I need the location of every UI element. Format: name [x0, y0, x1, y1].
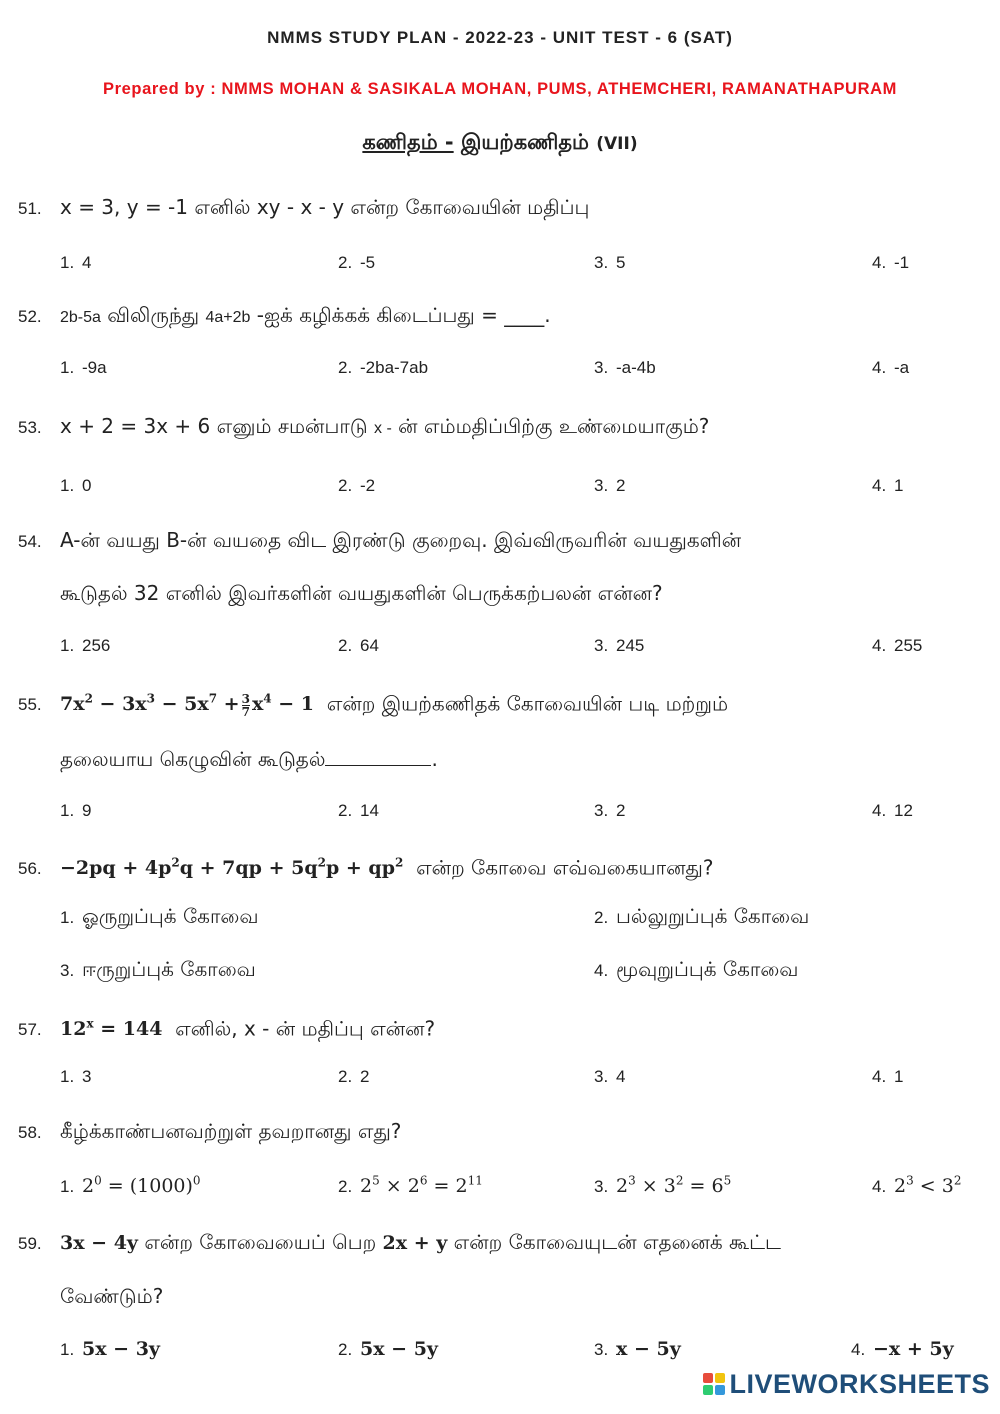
liveworksheets-icon — [703, 1373, 725, 1395]
question-number: 56. — [18, 859, 42, 879]
options-52 — [0, 358, 1000, 384]
prepared-by: Prepared by : NMMS MOHAN & SASIKALA MOHAN, PUMS, ATHEMCHERI, RAMANATHAPURAM — [103, 80, 897, 98]
question-number: 59. — [18, 1234, 42, 1253]
option-3[interactable]: 3. 2 — [594, 476, 626, 495]
option-4[interactable]: 4. 1 — [872, 476, 904, 495]
option-4[interactable]: 4. $2^3 < 3^2$ — [872, 1174, 962, 1198]
option-2[interactable]: 2. 5x − 5y — [338, 1338, 438, 1360]
option-1[interactable]: 1. -9a — [60, 358, 107, 377]
section-heading — [0, 130, 1000, 157]
option-2[interactable]: 2. -2 — [338, 476, 376, 495]
question-52: 52. 2b-5a விலிருந்து 4a+2b -ஐக் கழிக்கக் கிடைப்பது = ____. — [18, 302, 980, 331]
question-53: 53. x + 2 = 3x + 6 எனும் சமன்பாடு x - ன் எம்மதிப்பிற்கு உண்மையாகும்? — [18, 413, 980, 442]
option-3[interactable]: 3. 245 — [594, 636, 645, 655]
options-58 — [0, 1174, 1000, 1200]
option-2[interactable]: 2. $2^5 \times 2^6 = 2^{11}$ — [338, 1174, 483, 1198]
question-55: 55. $7x^2 - 3x^3 - 5x^7$ + $\frac{3}{7}$ $x^4 - 1$ என்ற இயற்கணிதக் கோவையின் படி மற்றும் — [18, 691, 729, 719]
topic-label: இயற்கணிதம் — [460, 130, 589, 154]
option-4[interactable]: 4. −x + 5y — [851, 1338, 954, 1360]
question-56: 56. $-2pq + 4p^2q + 7qp + 5q^2p + qp^2$ என்ற கோவை எவ்வகையானது? — [18, 850, 980, 882]
option-4[interactable]: 4. 1 — [872, 1067, 904, 1086]
question-number: 54. — [18, 532, 42, 551]
liveworksheets-logo: LIVEWORKSHEETS — [703, 1366, 990, 1402]
option-1[interactable]: 1. 5x − 3y — [60, 1338, 160, 1360]
question-58: 58. கீழ்க்காண்பனவற்றுள் தவறானது எது? — [18, 1118, 980, 1146]
expression: $7x^2 - 3x^3 - 5x^7$ + $\frac{3}{7}$ $x^4 - 1$ — [60, 691, 315, 719]
option-2[interactable]: 2. -5 — [338, 253, 376, 272]
question-59-continued: வேண்டும்? — [60, 1284, 164, 1308]
expression: $12^x = 144$ — [60, 1017, 163, 1041]
option-2[interactable]: 2. 2 — [338, 1067, 370, 1086]
options-56-row2 — [0, 957, 1000, 983]
option-3[interactable]: 3. 5 — [594, 253, 626, 272]
option-3[interactable]: 3. -a-4b — [594, 358, 656, 377]
option-1[interactable]: 1. 0 — [60, 476, 92, 495]
option-3[interactable]: 3. 2 — [594, 801, 626, 820]
option-4[interactable]: 4. 12 — [872, 801, 913, 820]
option-1[interactable]: 1. 3 — [60, 1067, 92, 1086]
expression-a: 3x − 4y — [60, 1232, 138, 1254]
option-4[interactable]: 4. மூவுறுப்புக் கோவை — [594, 957, 799, 981]
option-2[interactable]: 2. 64 — [338, 636, 379, 655]
option-4[interactable]: 4. -a — [872, 358, 910, 377]
option-2[interactable]: 2. 14 — [338, 801, 379, 820]
document-title: NMMS STUDY PLAN - 2022-23 - UNIT TEST - 6 (SAT) — [267, 28, 733, 47]
options-54 — [0, 636, 1000, 662]
question-57: 57. $12^x = 144$ எனில், x - ன் மதிப்பு என்ன? — [18, 1011, 980, 1043]
question-59: 59. 3x − 4y என்ற கோவையைப் பெற 2x + y என்ற கோவையுடன் எதனைக் கூட்ட — [18, 1229, 980, 1257]
option-1[interactable]: 1. $2^0 = (1000)^0$ — [60, 1174, 201, 1198]
expression-b: 2x + y — [382, 1232, 448, 1254]
question-number: 52. — [18, 307, 42, 326]
question-number: 55. — [18, 695, 42, 715]
option-1[interactable]: 1. 4 — [60, 253, 92, 272]
options-55 — [0, 801, 1000, 827]
options-53 — [0, 476, 1000, 502]
option-3[interactable]: 3. 4 — [594, 1067, 626, 1086]
question-number: 53. — [18, 418, 42, 437]
option-3[interactable]: 3. x − 5y — [594, 1338, 681, 1360]
options-59 — [0, 1338, 1000, 1364]
option-1[interactable]: 1. ஓருறுப்புக் கோவை — [60, 904, 259, 928]
question-text: x = 3, y = -1 எனில் xy - x - y என்ற கோவையின் மதிப்பு — [60, 195, 590, 219]
option-2[interactable]: 2. பல்லுறுப்புக் கோவை — [594, 904, 810, 928]
option-1[interactable]: 1. 9 — [60, 801, 92, 820]
expression: $-2pq + 4p^2q + 7qp + 5q^2p + qp^2$ — [60, 856, 404, 880]
options-51 — [0, 253, 1000, 279]
question-55-continued: தலையாய கெழுவின் கூடுதல் . — [60, 747, 438, 771]
question-number: 58. — [18, 1123, 42, 1142]
question-number: 51. — [18, 199, 42, 218]
question-54: 54. A-ன் வயது B-ன் வயதை விட இரண்டு குறைவு. இவ்விருவரின் வயதுகளின் — [18, 527, 980, 555]
option-3[interactable]: 3. $2^3 \times 3^2 = 6^5$ — [594, 1174, 732, 1198]
question-54-continued: கூடுதல் 32 எனில் இவர்களின் வயதுகளின் பெருக்கற்பலன் என்ன? — [60, 581, 663, 605]
option-4[interactable]: 4. -1 — [872, 253, 910, 272]
options-57 — [0, 1067, 1000, 1093]
question-number: 57. — [18, 1020, 42, 1040]
question-51 — [18, 194, 980, 222]
class-label: (VII) — [596, 134, 638, 154]
option-3[interactable]: 3. ஈருறுப்புக் கோவை — [60, 957, 256, 981]
options-56-row1 — [0, 904, 1000, 930]
option-4[interactable]: 4. 255 — [872, 636, 923, 655]
option-1[interactable]: 1. 256 — [60, 636, 111, 655]
subject-label: கணிதம் - — [362, 130, 454, 154]
option-2[interactable]: 2. -2ba-7ab — [338, 358, 429, 377]
